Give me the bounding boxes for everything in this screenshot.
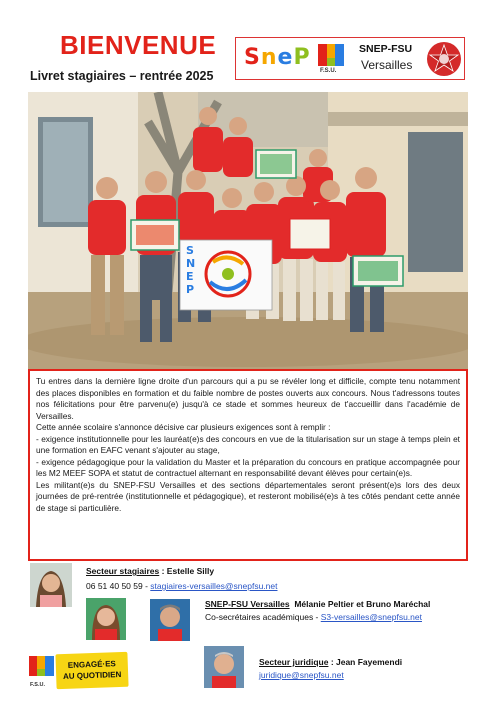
snep-letter-e: e (277, 45, 294, 70)
engage-au-quotidien-badge (55, 652, 128, 689)
snep-wordmark (244, 45, 311, 70)
page-subtitle: Livret stagiaires – rentrée 2025 (30, 69, 214, 83)
footer-fsu-label: F.S.U. (30, 682, 45, 688)
secteur-stagiaires-label: Secteur stagiaires (86, 566, 160, 576)
intro-paragraph: - exigence institutionnelle pour les lauréat(e)s des concours en vue de la titularisation sur un stage à temps plein et une formation en EAFC venant s'ajouter au stage, (36, 433, 460, 455)
secteur-stagiaires-phone[interactable]: 06 51 40 50 59 - (86, 581, 151, 591)
org-city: Versailles (361, 58, 413, 72)
contact-snep-fsu-versailles (205, 599, 430, 622)
badge-line-1: ENGAGÉ·ES (67, 659, 116, 670)
group-photo-illustration (28, 92, 468, 370)
avatar-jean-fayemendi (204, 646, 244, 688)
intro-text-box (28, 369, 468, 561)
intro-paragraph: Cette année scolaire s'annonce décisive car plusieurs exigences sont à remplir : (36, 422, 331, 432)
secteur-stagiaires-name: : Estelle Silly (161, 566, 215, 576)
intro-paragraph: - exigence pédagogique pour la validation du Master et la préparation du concours en pratique accompagnée pour les M2 MEEF SOPA et statut de contractuel alternant en responsabilité devant élèves pour certain(e)s. (36, 456, 460, 478)
page-title: BIENVENUE (60, 30, 217, 60)
intro-paragraph: Les militant(e)s du SNEP-FSU Versailles et des sections départementales seront présent(e)s lors des deux journées de pré-rentrée (institutionnelle et pédagogique), et resteront mobilisé(e)s à tes côtés pendant cette année de stage si particulière. (36, 479, 460, 513)
secteur-juridique-name: : Jean Fayemendi (330, 657, 403, 667)
intro-paragraph: Tu entres dans la dernière ligne droite d'un parcours qui a pu se révéler long et difficile, compte tenu notamment des places disponibles en formation et du faible nombre de postes ouverts aux concours. Nous t'adressons toutes nos félicitations pour être parvenu(e) jusqu'à ce stade et sommes heureux de t'accueillir dans l'académie de Versailles. (36, 376, 460, 421)
banner-letter: S (186, 244, 194, 257)
avatar-bruno-marechal (150, 599, 190, 641)
group-photo (28, 92, 468, 370)
versailles-label: SNEP-FSU Versailles (205, 599, 290, 609)
contact-secteur-stagiaires (86, 566, 278, 591)
banner-letter: E (186, 270, 194, 283)
snep-letter-s: S (244, 45, 261, 70)
snep-fsu-logo-banner (235, 37, 465, 80)
versailles-role: Co-secrétaires académiques - (205, 612, 321, 622)
contact-secteur-juridique (259, 657, 402, 680)
banner-letter: N (186, 257, 196, 270)
snep-banner-text (186, 244, 200, 296)
org-name: SNEP-FSU (359, 43, 413, 55)
versailles-names: Mélanie Peltier et Bruno Maréchal (294, 599, 431, 609)
avatar-estelle-silly (30, 563, 72, 607)
secteur-juridique-email-link[interactable]: juridique@snepfsu.net (259, 670, 344, 680)
secteur-juridique-label: Secteur juridique (259, 657, 329, 667)
snep-letter-p: P (293, 45, 311, 70)
avatar-melanie-peltier (86, 598, 126, 640)
red-star-logo-icon (425, 40, 463, 78)
fsu-label: F.S.U. (320, 68, 337, 74)
badge-line-2: AU QUOTIDIEN (62, 669, 122, 682)
snep-letter-n: n (260, 45, 278, 70)
secteur-stagiaires-email-link[interactable]: stagiaires-versailles@snepfsu.net (150, 581, 278, 591)
banner-letter: P (186, 283, 195, 296)
versailles-email-link[interactable]: S3-versailles@snepfsu.net (320, 612, 422, 622)
